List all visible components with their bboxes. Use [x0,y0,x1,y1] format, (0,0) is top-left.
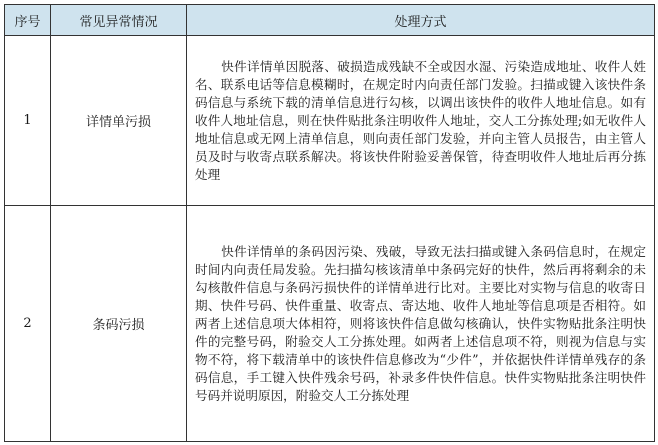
row-exception-name: 详情单污损 [51,36,187,206]
table-body [5,36,655,442]
row-handling-description [187,206,655,442]
row-exception-name: 条码污损 [51,206,187,442]
header-row [5,5,655,36]
table-header [5,5,655,36]
row-handling-description [187,36,655,206]
table-container [4,4,654,441]
row-handling-text: 快件详情单的条码因污染、残破，导致无法扫描或键入条码信息时，在规定时间内向责任局发验。先扫描勾核该清单中条码完好的快件，然后再将剩余的未勾核散件信息与条码污损快件的详情单进行比对。主要比对实物与信息的收寄日期、快件号码、快件重量、收寄点、寄达地、收件人地址等信息项是否相符。如两者上述信息项大体相符，则将该快件信息做勾核确认，快件实物贴批条注明快件的完整号码，附验交人工分拣处理。如两者上述信息项不符，则视为信息与实物不符，将下载清单中的该快件信息修改为“少件”，并依据快件详情单残存的条码信息，手工键入快件残余号码，补录多件快件信息。快件实物贴批条注明快件号码并说明原因，附验交人工分拣处理 [195,243,646,403]
row-handling-text: 快件详情单因脱落、破损造成残缺不全或因水湿、污染造成地址、收件人姓名、联系电话等信息模糊时，在规定时内向责任部门发验。扫描或键入该快件条码信息与系统下载的清单信息进行勾核，以调出该快件的收件人地址信息。如有收件人地址信息，则在快件贴批条注明收件人地址，交人工分拣处理;如无收件人地址信息或无网上清单信息，则向责任部门发验，并向主管人员报告，由主管人员及时与收寄点联系解决。将该快件附验妥善保管，待查明收件人地址后再分拣处理 [195,58,646,182]
row-serial-number: 1 [5,36,51,206]
header-handling-method: 处理方式 [187,5,655,36]
table-row [5,206,655,442]
header-serial-number: 序号 [5,5,51,36]
exception-handling-table [4,4,655,442]
header-exception-type: 常见异常情况 [51,5,187,36]
table-row [5,36,655,206]
row-serial-number: 2 [5,206,51,442]
